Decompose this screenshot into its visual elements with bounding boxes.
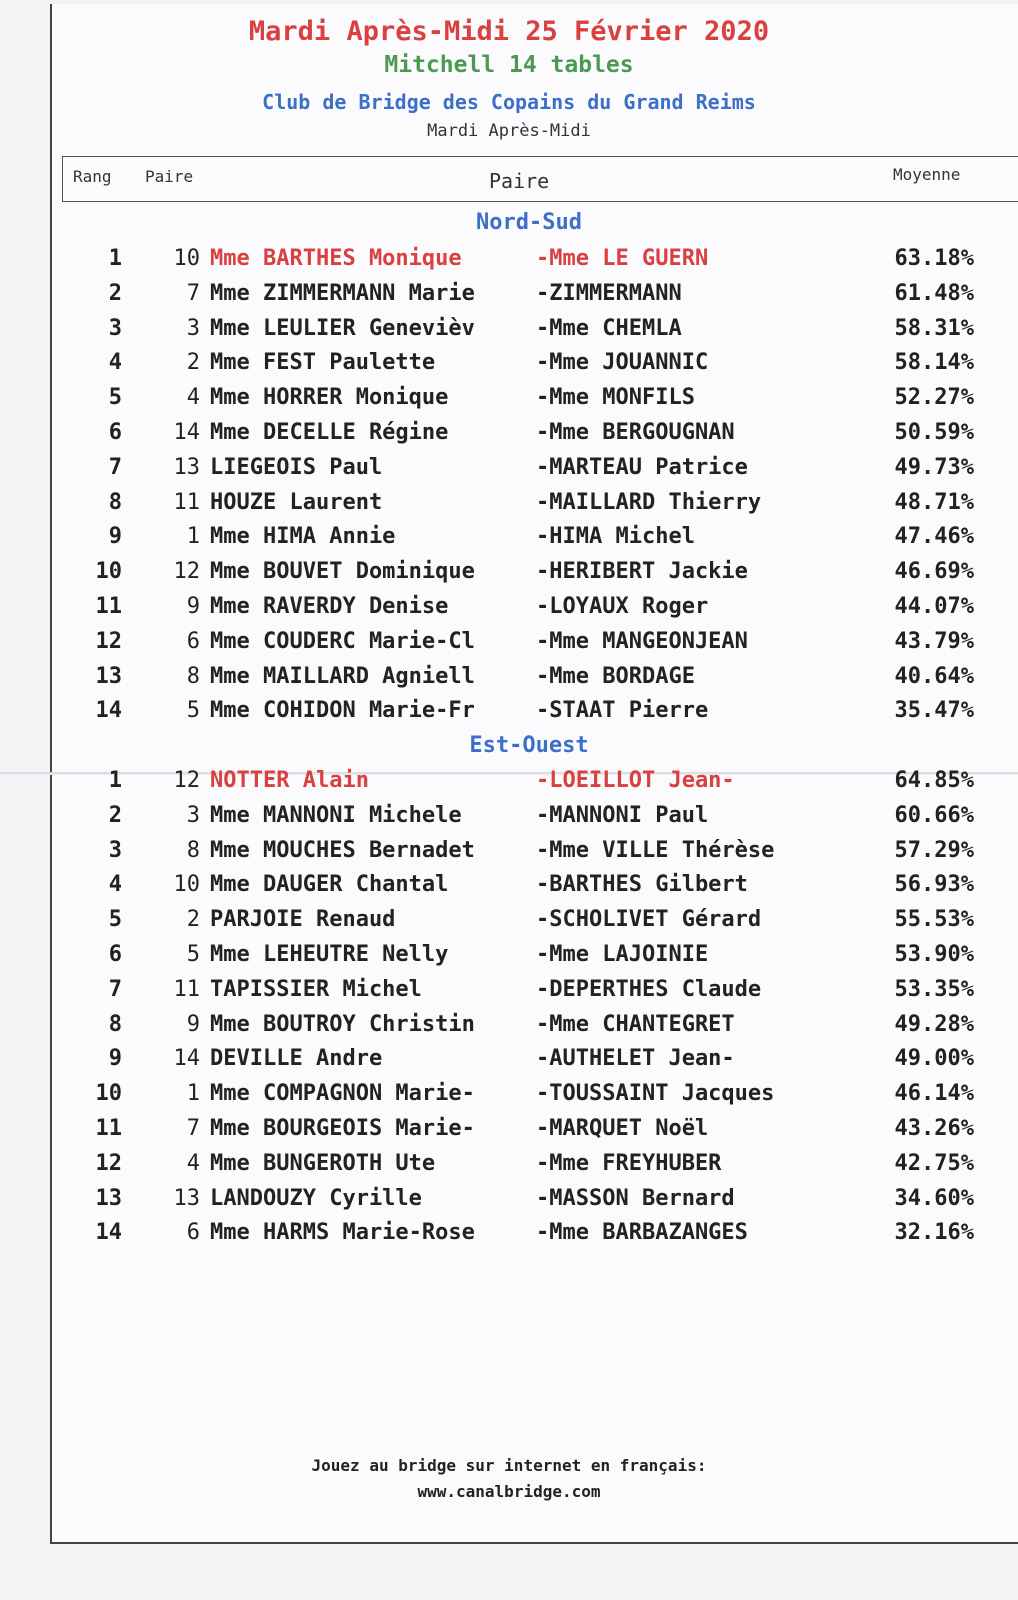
- average-cell: 50.59%: [894, 420, 974, 445]
- table-row: [0, 594, 1018, 628]
- average-cell: 48.71%: [894, 489, 974, 515]
- pair-number-cell: 7: [186, 280, 200, 306]
- rank-cell: 12: [95, 1150, 122, 1176]
- rank-cell: 6: [108, 420, 122, 445]
- pair-number-cell: 6: [186, 1220, 200, 1246]
- player-two-cell: -MARQUET Noël: [536, 1116, 709, 1141]
- player-one-cell: Mme DECELLE Régine: [210, 420, 449, 445]
- player-one-cell: NOTTER Alain: [210, 768, 369, 793]
- page-title: Mardi Après-Midi 25 Février 2020: [248, 16, 770, 47]
- player-two-cell: -AUTHELET Jean-: [536, 1046, 735, 1072]
- player-one-cell: Mme BARTHES Monique: [210, 246, 462, 271]
- table-row: [0, 907, 1018, 941]
- table-row: [0, 942, 1018, 976]
- pair-number-cell: 9: [186, 594, 200, 619]
- rank-cell: 4: [108, 350, 122, 376]
- pair-number-cell: 11: [173, 976, 200, 1002]
- rank-cell: 2: [108, 802, 122, 828]
- player-two-cell: -Mme LAJOINIE: [536, 942, 709, 967]
- table-row: [0, 316, 1018, 350]
- col-pair-number: Paire: [145, 167, 194, 186]
- table-row: [0, 559, 1018, 593]
- player-one-cell: Mme BOURGEOIS Marie-: [210, 1116, 475, 1141]
- pair-number-cell: 2: [186, 350, 200, 376]
- average-cell: 56.93%: [894, 872, 974, 898]
- player-one-cell: DEVILLE Andre: [210, 1046, 383, 1072]
- pair-number-cell: 1: [186, 524, 200, 550]
- table-row: [0, 350, 1018, 384]
- pair-number-cell: 11: [173, 489, 200, 515]
- player-two-cell: -Mme MANGEONJEAN: [536, 628, 748, 654]
- pair-number-cell: 9: [186, 1011, 200, 1037]
- pair-number-cell: 5: [186, 698, 200, 724]
- player-one-cell: Mme DAUGER Chantal: [210, 872, 449, 898]
- player-two-cell: -MANNONI Paul: [536, 802, 709, 828]
- player-one-cell: Mme MAILLARD Agniell: [210, 663, 475, 689]
- player-two-cell: -Mme MONFILS: [536, 385, 695, 411]
- player-one-cell: Mme HIMA Annie: [210, 524, 396, 550]
- rank-cell: 5: [108, 907, 122, 933]
- table-row: [0, 385, 1018, 419]
- player-one-cell: Mme HORRER Monique: [210, 385, 449, 411]
- table-row: [0, 838, 1018, 872]
- pair-number-cell: 14: [173, 1046, 200, 1072]
- table-row: [0, 246, 1018, 280]
- player-two-cell: -DEPERTHES Claude: [536, 976, 762, 1002]
- player-one-cell: Mme LEULIER Genevièv: [210, 315, 475, 341]
- pair-number-cell: 5: [186, 942, 200, 967]
- pair-number-cell: 3: [186, 315, 200, 341]
- col-moyenne: Moyenne: [893, 165, 961, 184]
- player-one-cell: TAPISSIER Michel: [210, 976, 422, 1002]
- table-row: [0, 1081, 1018, 1115]
- rank-cell: 9: [108, 1046, 122, 1072]
- pair-number-cell: 2: [186, 907, 200, 933]
- rank-cell: 2: [108, 280, 122, 306]
- col-rang: Rang: [73, 167, 112, 186]
- table-row: [0, 455, 1018, 489]
- player-two-cell: -Mme BORDAGE: [536, 663, 695, 689]
- pair-number-cell: 4: [186, 1150, 200, 1176]
- table-row: [0, 1012, 1018, 1046]
- player-two-cell: -TOUSSAINT Jacques: [536, 1081, 775, 1107]
- col-pair-names: Paire: [489, 169, 550, 193]
- average-cell: 64.85%: [894, 768, 974, 793]
- table-row: [0, 1116, 1018, 1150]
- section-heading: Nord-Sud: [476, 210, 582, 235]
- average-cell: 53.90%: [894, 942, 974, 967]
- table-row: [0, 768, 1018, 802]
- pair-number-cell: 13: [173, 454, 200, 480]
- table-row: [0, 1186, 1018, 1220]
- average-cell: 53.35%: [894, 976, 974, 1002]
- pair-number-cell: 14: [173, 420, 200, 445]
- player-one-cell: Mme FEST Paulette: [210, 350, 436, 376]
- average-cell: 46.14%: [894, 1081, 974, 1107]
- player-one-cell: HOUZE Laurent: [210, 489, 383, 515]
- player-one-cell: Mme ZIMMERMANN Marie: [210, 280, 475, 306]
- average-cell: 43.79%: [894, 628, 974, 654]
- rank-cell: 3: [108, 837, 122, 863]
- average-cell: 57.29%: [894, 837, 974, 863]
- rank-cell: 10: [95, 559, 122, 585]
- rank-cell: 14: [95, 698, 122, 724]
- player-two-cell: -LOEILLOT Jean-: [536, 768, 735, 793]
- player-one-cell: Mme HARMS Marie-Rose: [210, 1220, 475, 1246]
- pair-number-cell: 7: [186, 1116, 200, 1141]
- player-one-cell: Mme RAVERDY Denise: [210, 594, 449, 619]
- average-cell: 35.47%: [894, 698, 974, 724]
- pair-number-cell: 6: [186, 628, 200, 654]
- rank-cell: 9: [108, 524, 122, 550]
- table-row: [0, 524, 1018, 558]
- player-one-cell: Mme MOUCHES Bernadet: [210, 837, 475, 863]
- player-two-cell: -Mme LE GUERN: [536, 246, 709, 271]
- table-row: [0, 977, 1018, 1011]
- rank-cell: 7: [108, 976, 122, 1002]
- player-one-cell: Mme COUDERC Marie-Cl: [210, 628, 475, 654]
- player-one-cell: Mme BOUVET Dominique: [210, 559, 475, 585]
- average-cell: 58.31%: [894, 315, 974, 341]
- pair-number-cell: 4: [186, 385, 200, 411]
- player-two-cell: -Mme CHEMLA: [536, 315, 682, 341]
- rank-cell: 8: [108, 1011, 122, 1037]
- rank-cell: 10: [95, 1081, 122, 1107]
- player-two-cell: -Mme VILLE Thérèse: [536, 837, 775, 863]
- player-one-cell: LIEGEOIS Paul: [210, 454, 383, 480]
- player-two-cell: -MASSON Bernard: [536, 1185, 735, 1211]
- player-two-cell: -MARTEAU Patrice: [536, 454, 748, 480]
- club-name: Club de Bridge des Copains du Grand Reims: [262, 90, 756, 114]
- table-row: [0, 1220, 1018, 1254]
- average-cell: 49.73%: [894, 454, 974, 480]
- player-two-cell: -BARTHES Gilbert: [536, 872, 748, 898]
- table-row: [0, 803, 1018, 837]
- rank-cell: 13: [95, 1185, 122, 1211]
- rank-cell: 11: [95, 594, 122, 619]
- rank-cell: 12: [95, 628, 122, 654]
- player-one-cell: Mme COMPAGNON Marie-: [210, 1081, 475, 1107]
- rank-cell: 1: [108, 246, 122, 271]
- average-cell: 49.28%: [894, 1011, 974, 1037]
- rank-cell: 8: [108, 489, 122, 515]
- player-two-cell: -LOYAUX Roger: [536, 594, 709, 619]
- player-two-cell: -MAILLARD Thierry: [536, 489, 762, 515]
- average-cell: 43.26%: [894, 1116, 974, 1141]
- player-two-cell: -SCHOLIVET Gérard: [536, 907, 762, 933]
- average-cell: 49.00%: [894, 1046, 974, 1072]
- pair-number-cell: 8: [186, 663, 200, 689]
- rank-cell: 6: [108, 942, 122, 967]
- player-two-cell: -Mme BERGOUGNAN: [536, 420, 735, 445]
- average-cell: 44.07%: [894, 594, 974, 619]
- player-two-cell: -Mme FREYHUBER: [536, 1150, 722, 1176]
- player-one-cell: Mme BOUTROY Christin: [210, 1011, 475, 1037]
- rank-cell: 5: [108, 385, 122, 411]
- average-cell: 60.66%: [894, 802, 974, 828]
- average-cell: 46.69%: [894, 559, 974, 585]
- player-two-cell: -HERIBERT Jackie: [536, 559, 748, 585]
- player-two-cell: -STAAT Pierre: [536, 698, 709, 724]
- pair-number-cell: 12: [173, 559, 200, 585]
- rank-cell: 4: [108, 872, 122, 898]
- pair-number-cell: 3: [186, 802, 200, 828]
- player-two-cell: -HIMA Michel: [536, 524, 695, 550]
- pair-number-cell: 8: [186, 837, 200, 863]
- rank-cell: 7: [108, 454, 122, 480]
- rank-cell: 13: [95, 663, 122, 689]
- session-name: Mardi Après-Midi: [427, 121, 591, 141]
- rank-cell: 1: [108, 768, 122, 793]
- table-row: [0, 490, 1018, 524]
- player-two-cell: -Mme CHANTEGRET: [536, 1011, 735, 1037]
- table-row: [0, 1046, 1018, 1080]
- player-two-cell: -ZIMMERMANN: [536, 280, 682, 306]
- player-one-cell: LANDOUZY Cyrille: [210, 1185, 422, 1211]
- average-cell: 58.14%: [894, 350, 974, 376]
- table-row: [0, 281, 1018, 315]
- average-cell: 55.53%: [894, 907, 974, 933]
- average-cell: 34.60%: [894, 1185, 974, 1211]
- table-row: [0, 629, 1018, 663]
- player-two-cell: -Mme BARBAZANGES: [536, 1220, 748, 1246]
- rank-cell: 11: [95, 1116, 122, 1141]
- player-one-cell: Mme MANNONI Michele: [210, 802, 462, 828]
- average-cell: 63.18%: [894, 246, 974, 271]
- rank-cell: 14: [95, 1220, 122, 1246]
- table-row: [0, 664, 1018, 698]
- average-cell: 47.46%: [894, 524, 974, 550]
- average-cell: 40.64%: [894, 663, 974, 689]
- player-one-cell: Mme BUNGEROTH Ute: [210, 1150, 436, 1176]
- table-row: [0, 420, 1018, 454]
- pair-number-cell: 1: [186, 1081, 200, 1107]
- pair-number-cell: 10: [173, 872, 200, 898]
- average-cell: 52.27%: [894, 385, 974, 411]
- table-row: [0, 1151, 1018, 1185]
- column-header: [62, 156, 1018, 202]
- movement-subtitle: Mitchell 14 tables: [384, 52, 634, 78]
- average-cell: 32.16%: [894, 1220, 974, 1246]
- player-two-cell: -Mme JOUANNIC: [536, 350, 709, 376]
- average-cell: 61.48%: [894, 280, 974, 306]
- pair-number-cell: 13: [173, 1185, 200, 1211]
- player-one-cell: Mme LEHEUTRE Nelly: [210, 942, 449, 967]
- rank-cell: 3: [108, 315, 122, 341]
- footer-line-1: Jouez au bridge sur internet en français:: [311, 1456, 707, 1475]
- table-row: [0, 872, 1018, 906]
- player-one-cell: Mme COHIDON Marie-Fr: [210, 698, 475, 724]
- average-cell: 42.75%: [894, 1150, 974, 1176]
- pair-number-cell: 10: [173, 246, 200, 271]
- pair-number-cell: 12: [173, 768, 200, 793]
- footer-url[interactable]: www.canalbridge.com: [417, 1482, 601, 1501]
- player-one-cell: PARJOIE Renaud: [210, 907, 396, 933]
- table-row: [0, 698, 1018, 732]
- section-heading: Est-Ouest: [469, 733, 589, 758]
